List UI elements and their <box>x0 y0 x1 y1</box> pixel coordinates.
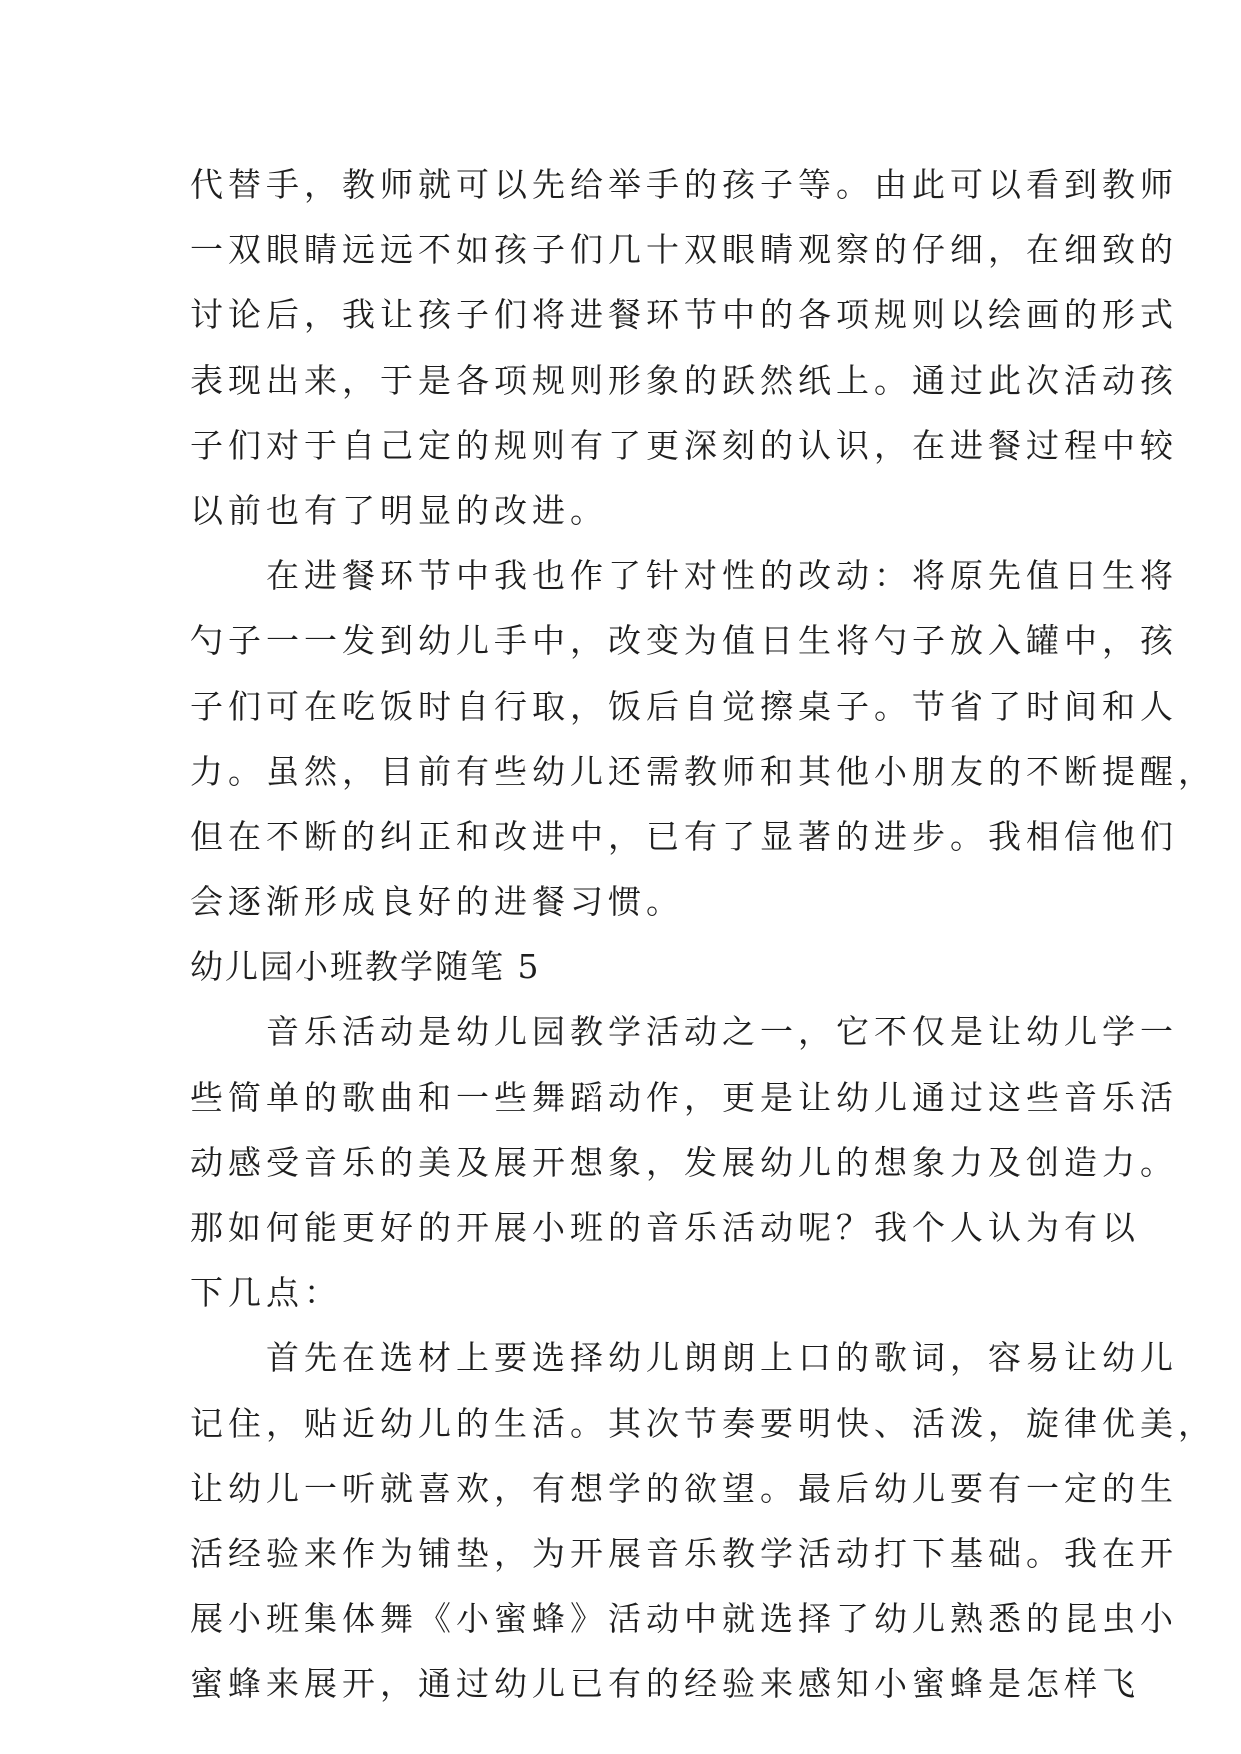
text-line: 首先在选材上要选择幼儿朗朗上口的歌词，容易让幼儿 <box>190 1338 1178 1378</box>
text-line: 蜜蜂来展开，通过幼儿已有的经验来感知小蜜蜂是怎样飞 <box>190 1664 1140 1704</box>
text-line: 活经验来作为铺垫，为开展音乐教学活动打下基础。我在开 <box>190 1533 1178 1573</box>
text-line: 展小班集体舞《小蜜蜂》活动中就选择了幼儿熟悉的昆虫小 <box>190 1599 1178 1639</box>
text-line: 以前也有了明显的改进。 <box>190 490 608 530</box>
text-line: 记住，贴近幼儿的生活。其次节奏要明快、活泼，旋律优美， <box>190 1403 1216 1443</box>
text-line: 让幼儿一听就喜欢，有想学的欲望。最后幼儿要有一定的生 <box>190 1468 1178 1508</box>
text-line: 下几点： <box>190 1273 342 1313</box>
text-line: 些简单的歌曲和一些舞蹈动作，更是让幼儿通过这些音乐活 <box>190 1077 1178 1117</box>
text-line: 音乐活动是幼儿园教学活动之一，它不仅是让幼儿学一 <box>190 1012 1178 1052</box>
section-heading: 幼儿园小班教学随笔 5 <box>190 947 541 987</box>
text-line: 子们可在吃饭时自行取，饭后自觉擦桌子。节省了时间和人 <box>190 686 1178 726</box>
text-line: 讨论后，我让孩子们将进餐环节中的各项规则以绘画的形式 <box>190 295 1178 335</box>
text-line: 那如何能更好的开展小班的音乐活动呢？我个人认为有以 <box>190 1208 1140 1247</box>
text-line: 子们对于自己定的规则有了更深刻的认识，在进餐过程中较 <box>190 425 1178 465</box>
text-line: 力。虽然，目前有些幼儿还需教师和其他小朋友的不断提醒， <box>190 751 1216 791</box>
text-line: 在进餐环节中我也作了针对性的改动：将原先值日生将 <box>190 556 1178 596</box>
text-line: 代替手，教师就可以先给举手的孩子等。由此可以看到教师 <box>190 165 1178 204</box>
text-line: 但在不断的纠正和改进中，已有了显著的进步。我相信他们 <box>190 816 1178 856</box>
document-body <box>190 152 1216 1717</box>
text-line: 会逐渐形成良好的进餐习惯。 <box>190 882 684 922</box>
text-line: 动感受音乐的美及展开想象，发展幼儿的想象力及创造力。 <box>190 1142 1178 1182</box>
text-line: 一双眼睛远远不如孩子们几十双眼睛观察的仔细，在细致的 <box>190 230 1178 270</box>
text-line: 勺子一一发到幼儿手中，改变为值日生将勺子放入罐中，孩 <box>190 621 1178 661</box>
text-line: 表现出来，于是各项规则形象的跃然纸上。通过此次活动孩 <box>190 360 1178 400</box>
